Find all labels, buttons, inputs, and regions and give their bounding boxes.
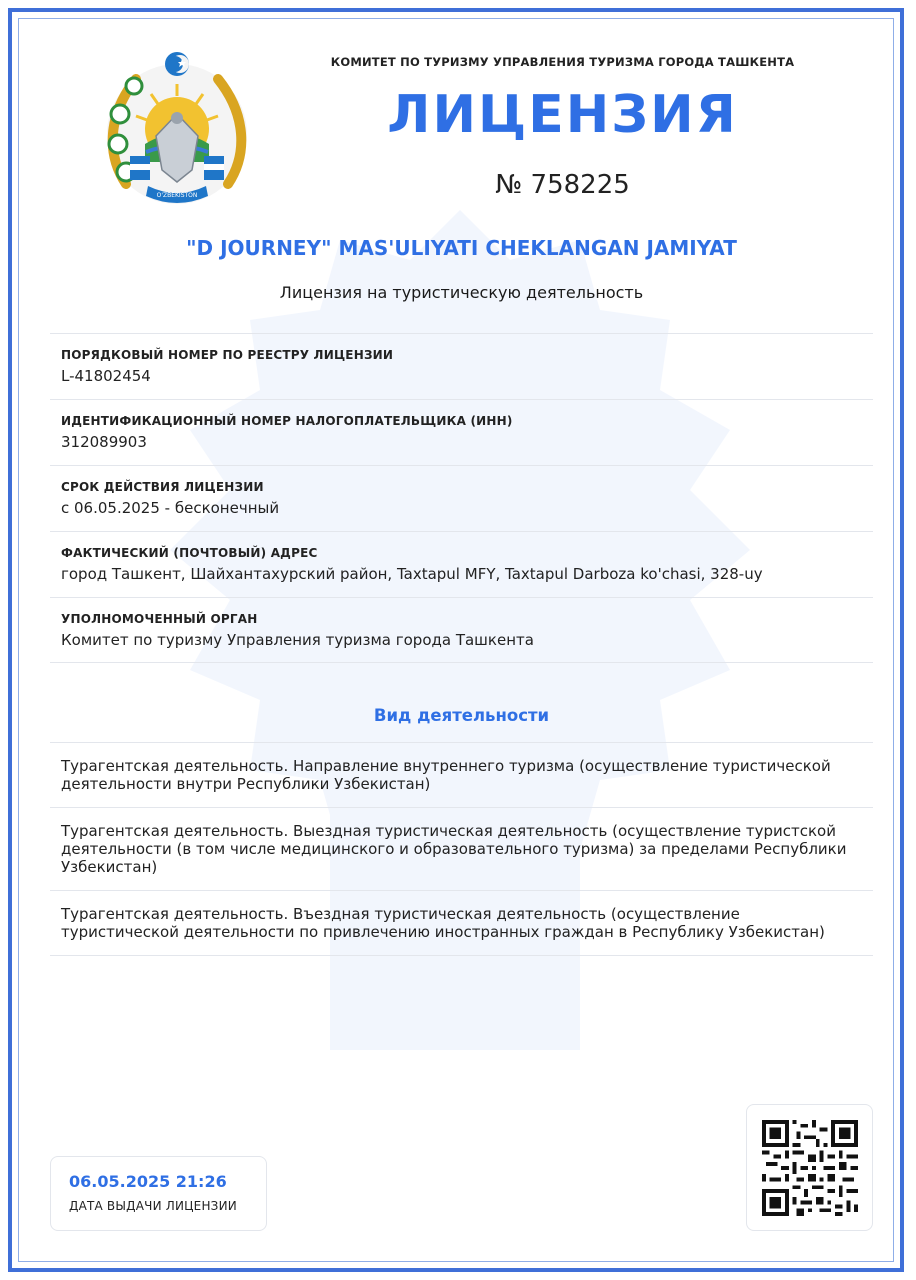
document-title: ЛИЦЕНЗИЯ	[387, 85, 738, 145]
committee-name: КОМИТЕТ ПО ТУРИЗМУ УПРАВЛЕНИЯ ТУРИЗМА ГОРОДА ТАШКЕНТА	[330, 55, 795, 69]
license-number: № 758225	[495, 170, 630, 200]
field-label: ИДЕНТИФИКАЦИОННЫЙ НОМЕР НАЛОГОПЛАТЕЛЬЩИКА (ИНН)	[61, 414, 513, 428]
field-inn	[50, 399, 873, 465]
qr-code-icon	[762, 1120, 858, 1216]
field-registry-number	[50, 333, 873, 399]
activity-list	[50, 742, 873, 956]
issue-date-box	[50, 1156, 267, 1231]
activity-item: Турагентская деятельность. Въездная туристическая деятельность (осуществление туристической деятельности по привлечению иностранных граждан в Республику Узбекистан)	[50, 890, 873, 956]
issue-date: 06.05.2025 21:26	[69, 1172, 227, 1191]
field-value: L-41802454	[61, 367, 151, 385]
field-value: город Ташкент, Шайхантахурский район, Taxtapul MFY, Taxtapul Darboza ko'chasi, 328-uy	[61, 565, 763, 583]
activity-item: Турагентская деятельность. Направление внутреннего туризма (осуществление туристической деятельности внутри Республики Узбекистан)	[50, 742, 873, 807]
field-label: УПОЛНОМОЧЕННЫЙ ОРГАН	[61, 612, 258, 626]
field-value: 312089903	[61, 433, 147, 451]
field-label: ФАКТИЧЕСКИЙ (ПОЧТОВЫЙ) АДРЕС	[61, 546, 318, 560]
license-subtitle: Лицензия на туристическую деятельность	[279, 283, 644, 302]
field-label: ПОРЯДКОВЫЙ НОМЕР ПО РЕЕСТРУ ЛИЦЕНЗИИ	[61, 348, 394, 362]
company-name: "D JOURNEY" MAS'ULIYATI CHEKLANGAN JAMIYAT	[186, 236, 737, 260]
issue-date-label: ДАТА ВЫДАЧИ ЛИЦЕНЗИИ	[69, 1199, 237, 1213]
field-value: Комитет по туризму Управления туризма города Ташкента	[61, 631, 534, 649]
emblem-ribbon-text: O'ZBEKISTON	[156, 192, 198, 199]
activity-item: Турагентская деятельность. Выездная туристическая деятельность (осуществление туристской деятельности (в том числе медицинского и образовательного туризма) за пределами Республики Узбекистан)	[50, 807, 873, 890]
field-authority	[50, 597, 873, 663]
field-label: СРОК ДЕЙСТВИЯ ЛИЦЕНЗИИ	[61, 480, 264, 494]
state-emblem-icon	[96, 44, 258, 210]
license-fields	[50, 333, 873, 663]
qr-code-box[interactable]	[746, 1104, 873, 1231]
field-validity	[50, 465, 873, 531]
field-address	[50, 531, 873, 597]
field-value: с 06.05.2025 - бесконечный	[61, 499, 280, 517]
activity-heading: Вид деятельности	[373, 706, 550, 725]
